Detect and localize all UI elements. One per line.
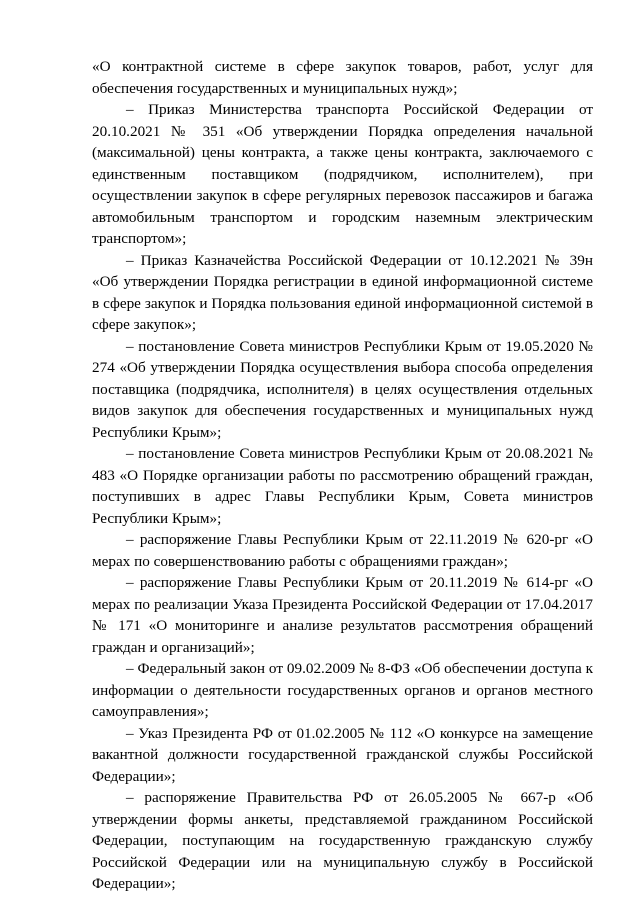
list-item-crimea-resolution-483: – постановление Совета министров Республики Крым от 20.08.2021 № 483 «О Порядке организации работы по рассмотрению обращений граждан, поступивших в адрес Главы Республики Крым, Совета министров Республики Крым»; bbox=[92, 445, 593, 527]
list-item-order-614rg: – распоряжение Главы Республики Крым от 20.11.2019 № 614-рг «О мерах по реализации Указа Президента Российской Федерации от 17.04.2017 № 171 «О мониторинге и анализе результатов рассмотрения обращений граждан и организаций»; bbox=[92, 574, 593, 656]
continuation-paragraph: «О контрактной системе в сфере закупок товаров, работ, услуг для обеспечения государственных и муниципальных нужд»; bbox=[92, 58, 593, 97]
list-item-treasury-order: – Приказ Казначейства Российской Федерации от 10.12.2021 № 39н «Об утверждении Порядка регистрации в единой информационной системе в сфере закупок и Порядка пользования единой информационной системой в сфере закупок»; bbox=[92, 251, 593, 333]
list-item-government-order-667r: – распоряжение Правительства РФ от 26.05.2005 № 667-р «Об утверждении формы анкеты, представляемой гражданином Российской Федерации, поступающим на государственную гражданскую службу Российской Федерации или на муниципальную службу в Российской Федерации»; bbox=[92, 789, 593, 892]
list-item-presidential-decree-112: – Указ Президента РФ от 01.02.2005 № 112 «О конкурсе на замещение вакантной должности государственной гражданской службы Российской Федерации»; bbox=[92, 724, 593, 785]
list-item-crimea-resolution-274: – постановление Совета министров Республики Крым от 19.05.2020 № 274 «Об утверждении Порядка осуществления выбора способа определения поставщика (подрядчика, исполнителя) в целях осуществления отдельных видов закупок для обеспечения государственных и муниципальных нужд Республики Крым»; bbox=[92, 337, 593, 441]
list-item-federal-law-8fz: – Федеральный закон от 09.02.2009 № 8-ФЗ «Об обеспечении доступа к информации о деятельности государственных органов и органов местного самоуправления»; bbox=[92, 660, 593, 720]
document-page bbox=[92, 56, 593, 895]
list-item-order-620rg: – распоряжение Главы Республики Крым от 22.11.2019 № 620-рг «О мерах по совершенствованию работы с обращениями граждан»; bbox=[92, 531, 593, 570]
list-item-transport-order: – Приказ Министерства транспорта Российской Федерации от 20.10.2021 № 351 «Об утверждении Порядка определения начальной (максимальной) цены контракта, а также цены контракта, заключаемого с единственным поставщиком (подрядчиком, исполнителем), при осуществлении закупок в сфере регулярных перевозок пассажиров и багажа автомобильным транспортом и городским наземным электрическим транспортом»; bbox=[92, 101, 593, 247]
